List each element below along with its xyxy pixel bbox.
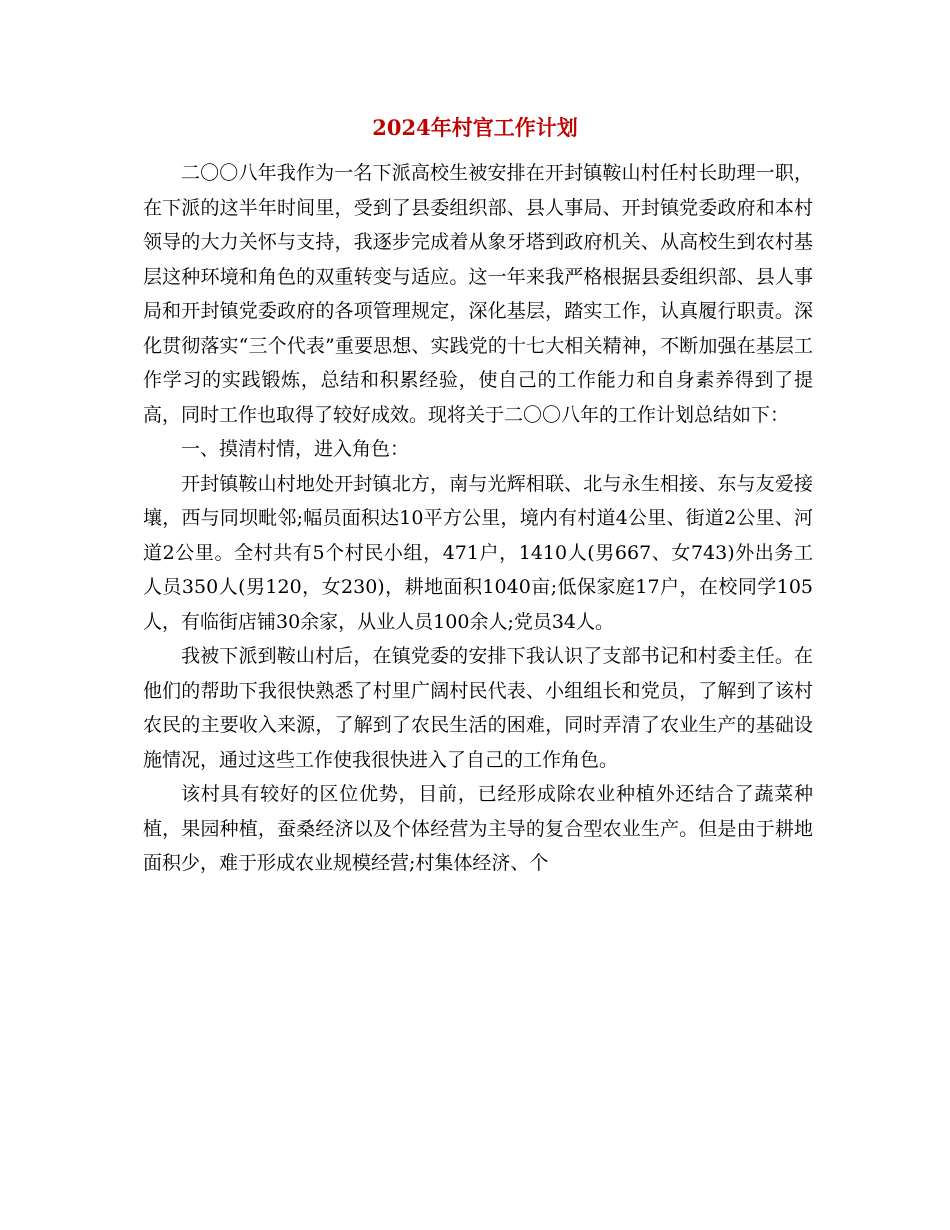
paragraph-intro: 二〇〇八年我作为一名下派高校生被安排在开封镇鞍山村任村长助理一职，在下派的这半年时间里，受到了县委组织部、县人事局、开封镇党委政府和本村领导的大力关怀与支持，我逐步完成着从象牙塔到政府机关、从高校生到农村基层这种环境和角色的双重转变与适应。这一年来我严格根据县委组织部、县人事局和开封镇党委政府的各项管理规定，深化基层，踏实工作，认真履行职责。深化贯彻落实“三个代表”重要思想、实践党的十七大相关精神，不断加强在基层工作学习的实践锻炼，总结和积累经验，使自己的工作能力和自身素养得到了提高，同时工作也取得了较好成效。现将关于二〇〇八年的工作计划总结如下： [143, 162, 813, 426]
document-title: 2024年村官工作计划 [372, 115, 578, 140]
document-body [143, 156, 813, 881]
section-heading: 一、摸清村情，进入角色： [181, 438, 410, 460]
paragraph-village-economy: 该村具有较好的区位优势，目前，已经形成除农业种植外还结合了蔬菜种植，果园种植，蚕桑经济以及个体经营为主导的复合型农业生产。但是由于耕地面积少，难于形成农业规模经营;村集体经济、个 [143, 783, 813, 874]
paragraph-getting-started: 我被下派到鞍山村后，在镇党委的安排下我认识了支部书记和村委主任。在他们的帮助下我很快熟悉了村里广阔村民代表、小组组长和党员，了解到了该村农民的主要收入来源，了解到了农民生活的困难，同时弄清了农业生产的基础设施情况，通过这些工作使我很快进入了自己的工作角色。 [143, 645, 813, 771]
paragraph-village-overview: 开封镇鞍山村地处开封镇北方，南与光辉相联、北与永生相接、东与友爱接壤，西与同坝毗邻;幅员面积达10平方公里，境内有村道4公里、街道2公里、河道2公里。全村共有5个村民小组，471户，1410人(男667、女743)外出务工人员350人(男120，女230)，耕地面积1040亩;低保家庭17户，在校同学105人，有临街店铺30余家，从业人员100余人;党员34人。 [143, 472, 813, 633]
